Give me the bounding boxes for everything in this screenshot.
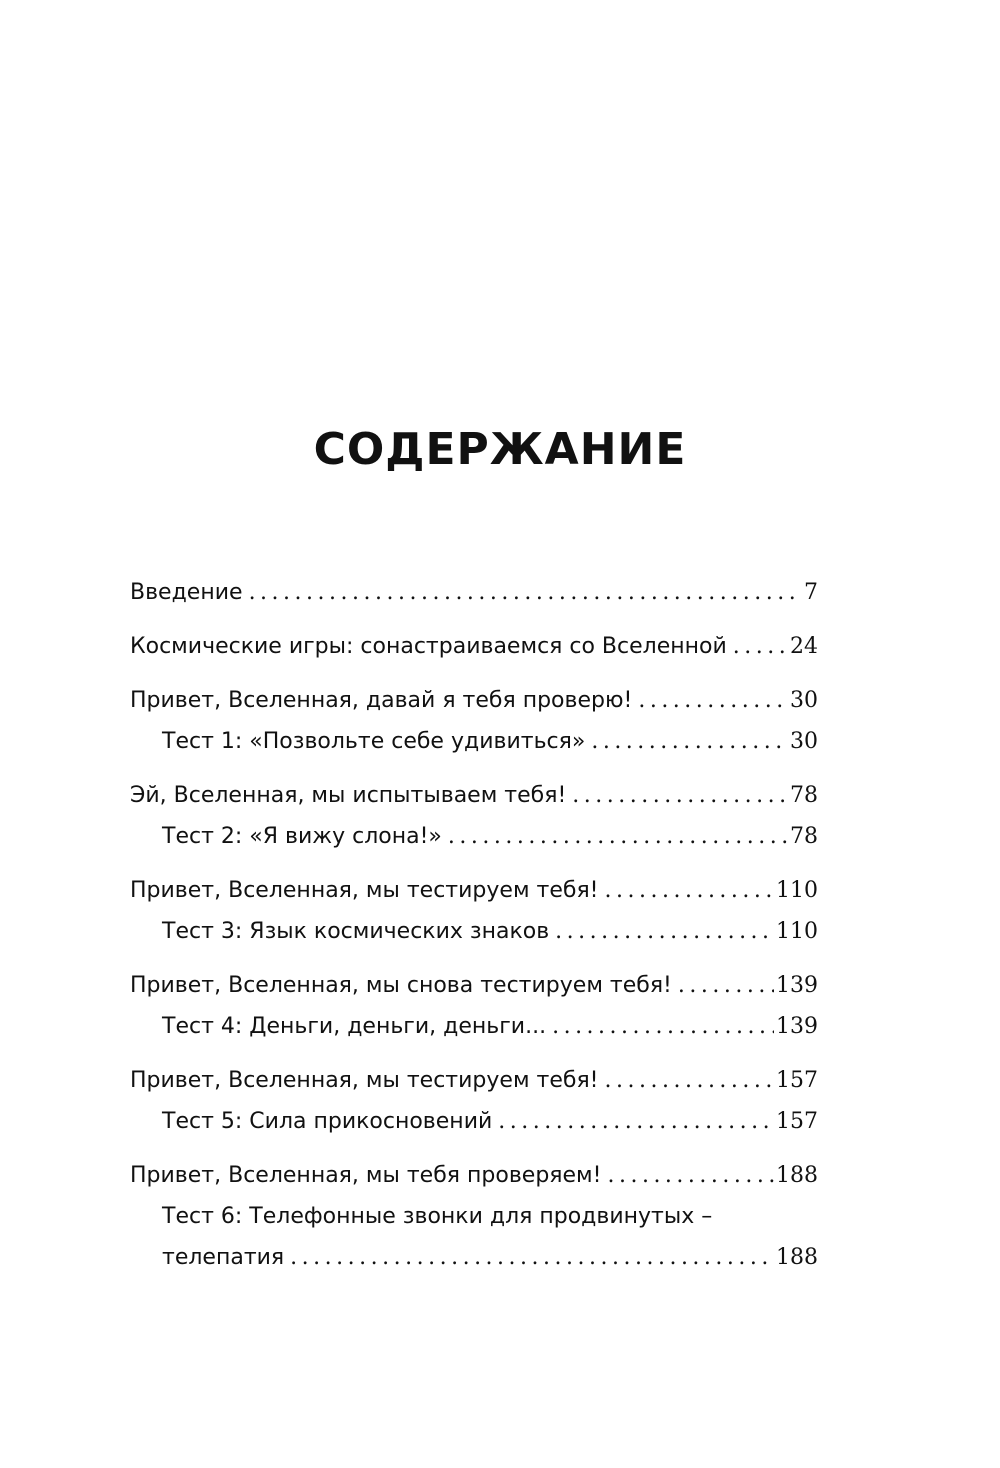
toc-entry-test-4[interactable]: [130, 1006, 818, 1047]
toc-group-intro: [130, 572, 818, 613]
toc-page-number: 24: [790, 634, 818, 659]
toc-page-number: 7: [804, 580, 818, 605]
toc-entry-cosmic[interactable]: [130, 626, 818, 667]
toc-group-chapter-2: [130, 775, 818, 857]
leader-dots: [448, 816, 788, 857]
toc-entry-test-5[interactable]: [130, 1101, 818, 1142]
toc-entry-test-1[interactable]: [130, 721, 818, 762]
toc-page-number: 188: [776, 1245, 818, 1270]
toc-entry-chapter-1[interactable]: [130, 680, 818, 721]
toc-page-number: 78: [790, 824, 818, 849]
leader-dots: [733, 626, 788, 667]
toc-entry-test-3[interactable]: [130, 911, 818, 952]
toc-entry-title: Введение: [130, 580, 243, 605]
page-title: СОДЕРЖАНИЕ: [313, 424, 687, 475]
toc-group-chapter-4: [130, 965, 818, 1047]
toc-entry-chapter-3[interactable]: [130, 870, 818, 911]
leader-dots: [678, 965, 774, 1006]
toc-entry-title: Привет, Вселенная, мы снова тестируем тебя!: [130, 973, 672, 998]
leader-dots: [638, 680, 788, 721]
leader-dots: [607, 1155, 774, 1196]
leader-dots: [605, 870, 775, 911]
toc-entry-title: Привет, Вселенная, мы тестируем тебя!: [130, 1068, 599, 1093]
toc-entry-title: Привет, Вселенная, давай я тебя проверю!: [130, 688, 633, 713]
toc-page-number: 157: [776, 1068, 818, 1093]
toc-group-cosmic: [130, 626, 818, 667]
toc-entry-test-2[interactable]: [130, 816, 818, 857]
toc-group-chapter-6: [130, 1155, 818, 1278]
toc-group-chapter-5: [130, 1060, 818, 1142]
toc-entry-test-6-line-1[interactable]: Тест 6: Телефонные звонки для продвинутых –: [162, 1204, 713, 1229]
toc-entry-chapter-2[interactable]: [130, 775, 818, 816]
toc-entry-chapter-4[interactable]: [130, 965, 818, 1006]
toc-entry-intro[interactable]: [130, 572, 818, 613]
toc-page-number: 78: [790, 783, 818, 808]
toc-page-number: 110: [776, 919, 818, 944]
toc-entry-title: Тест 5: Сила прикосновений: [162, 1109, 493, 1134]
leader-dots: [552, 1006, 774, 1047]
toc-group-chapter-1: [130, 680, 818, 762]
toc-entry-test-6[interactable]: [130, 1237, 818, 1278]
leader-dots: [498, 1101, 774, 1142]
leader-dots: [591, 721, 788, 762]
toc-entry-title: Тест 3: Язык космических знаков: [162, 919, 550, 944]
toc-entry-title: Привет, Вселенная, мы тестируем тебя!: [130, 878, 599, 903]
toc-entry-title: Эй, Вселенная, мы испытываем тебя!: [130, 783, 567, 808]
leader-dots: [572, 775, 788, 816]
toc-entry-title: Тест 2: «Я вижу слона!»: [162, 824, 442, 849]
toc-page-number: 139: [776, 973, 818, 998]
leader-dots: [249, 572, 802, 613]
toc-entry-title: Космические игры: сонастраиваемся со Вселенной: [130, 634, 727, 659]
table-of-contents: [130, 572, 818, 1291]
toc-page-number: 30: [790, 729, 818, 754]
toc-group-chapter-3: [130, 870, 818, 952]
toc-page-number: 157: [776, 1109, 818, 1134]
toc-entry-title: Тест 4: Деньги, деньги, деньги...: [162, 1014, 547, 1039]
toc-page-number: 110: [776, 878, 818, 903]
toc-page-number: 139: [776, 1014, 818, 1039]
toc-entry-chapter-6[interactable]: [130, 1155, 818, 1196]
toc-entry-title: Тест 1: «Позвольте себе удивиться»: [162, 729, 586, 754]
toc-page-number: 30: [790, 688, 818, 713]
toc-entry-title: телепатия: [162, 1245, 285, 1270]
toc-page-number: 188: [776, 1163, 818, 1188]
leader-dots: [605, 1060, 775, 1101]
leader-dots: [290, 1237, 774, 1278]
toc-entry-title: Привет, Вселенная, мы тебя проверяем!: [130, 1163, 602, 1188]
toc-entry-chapter-5[interactable]: [130, 1060, 818, 1101]
leader-dots: [555, 911, 774, 952]
